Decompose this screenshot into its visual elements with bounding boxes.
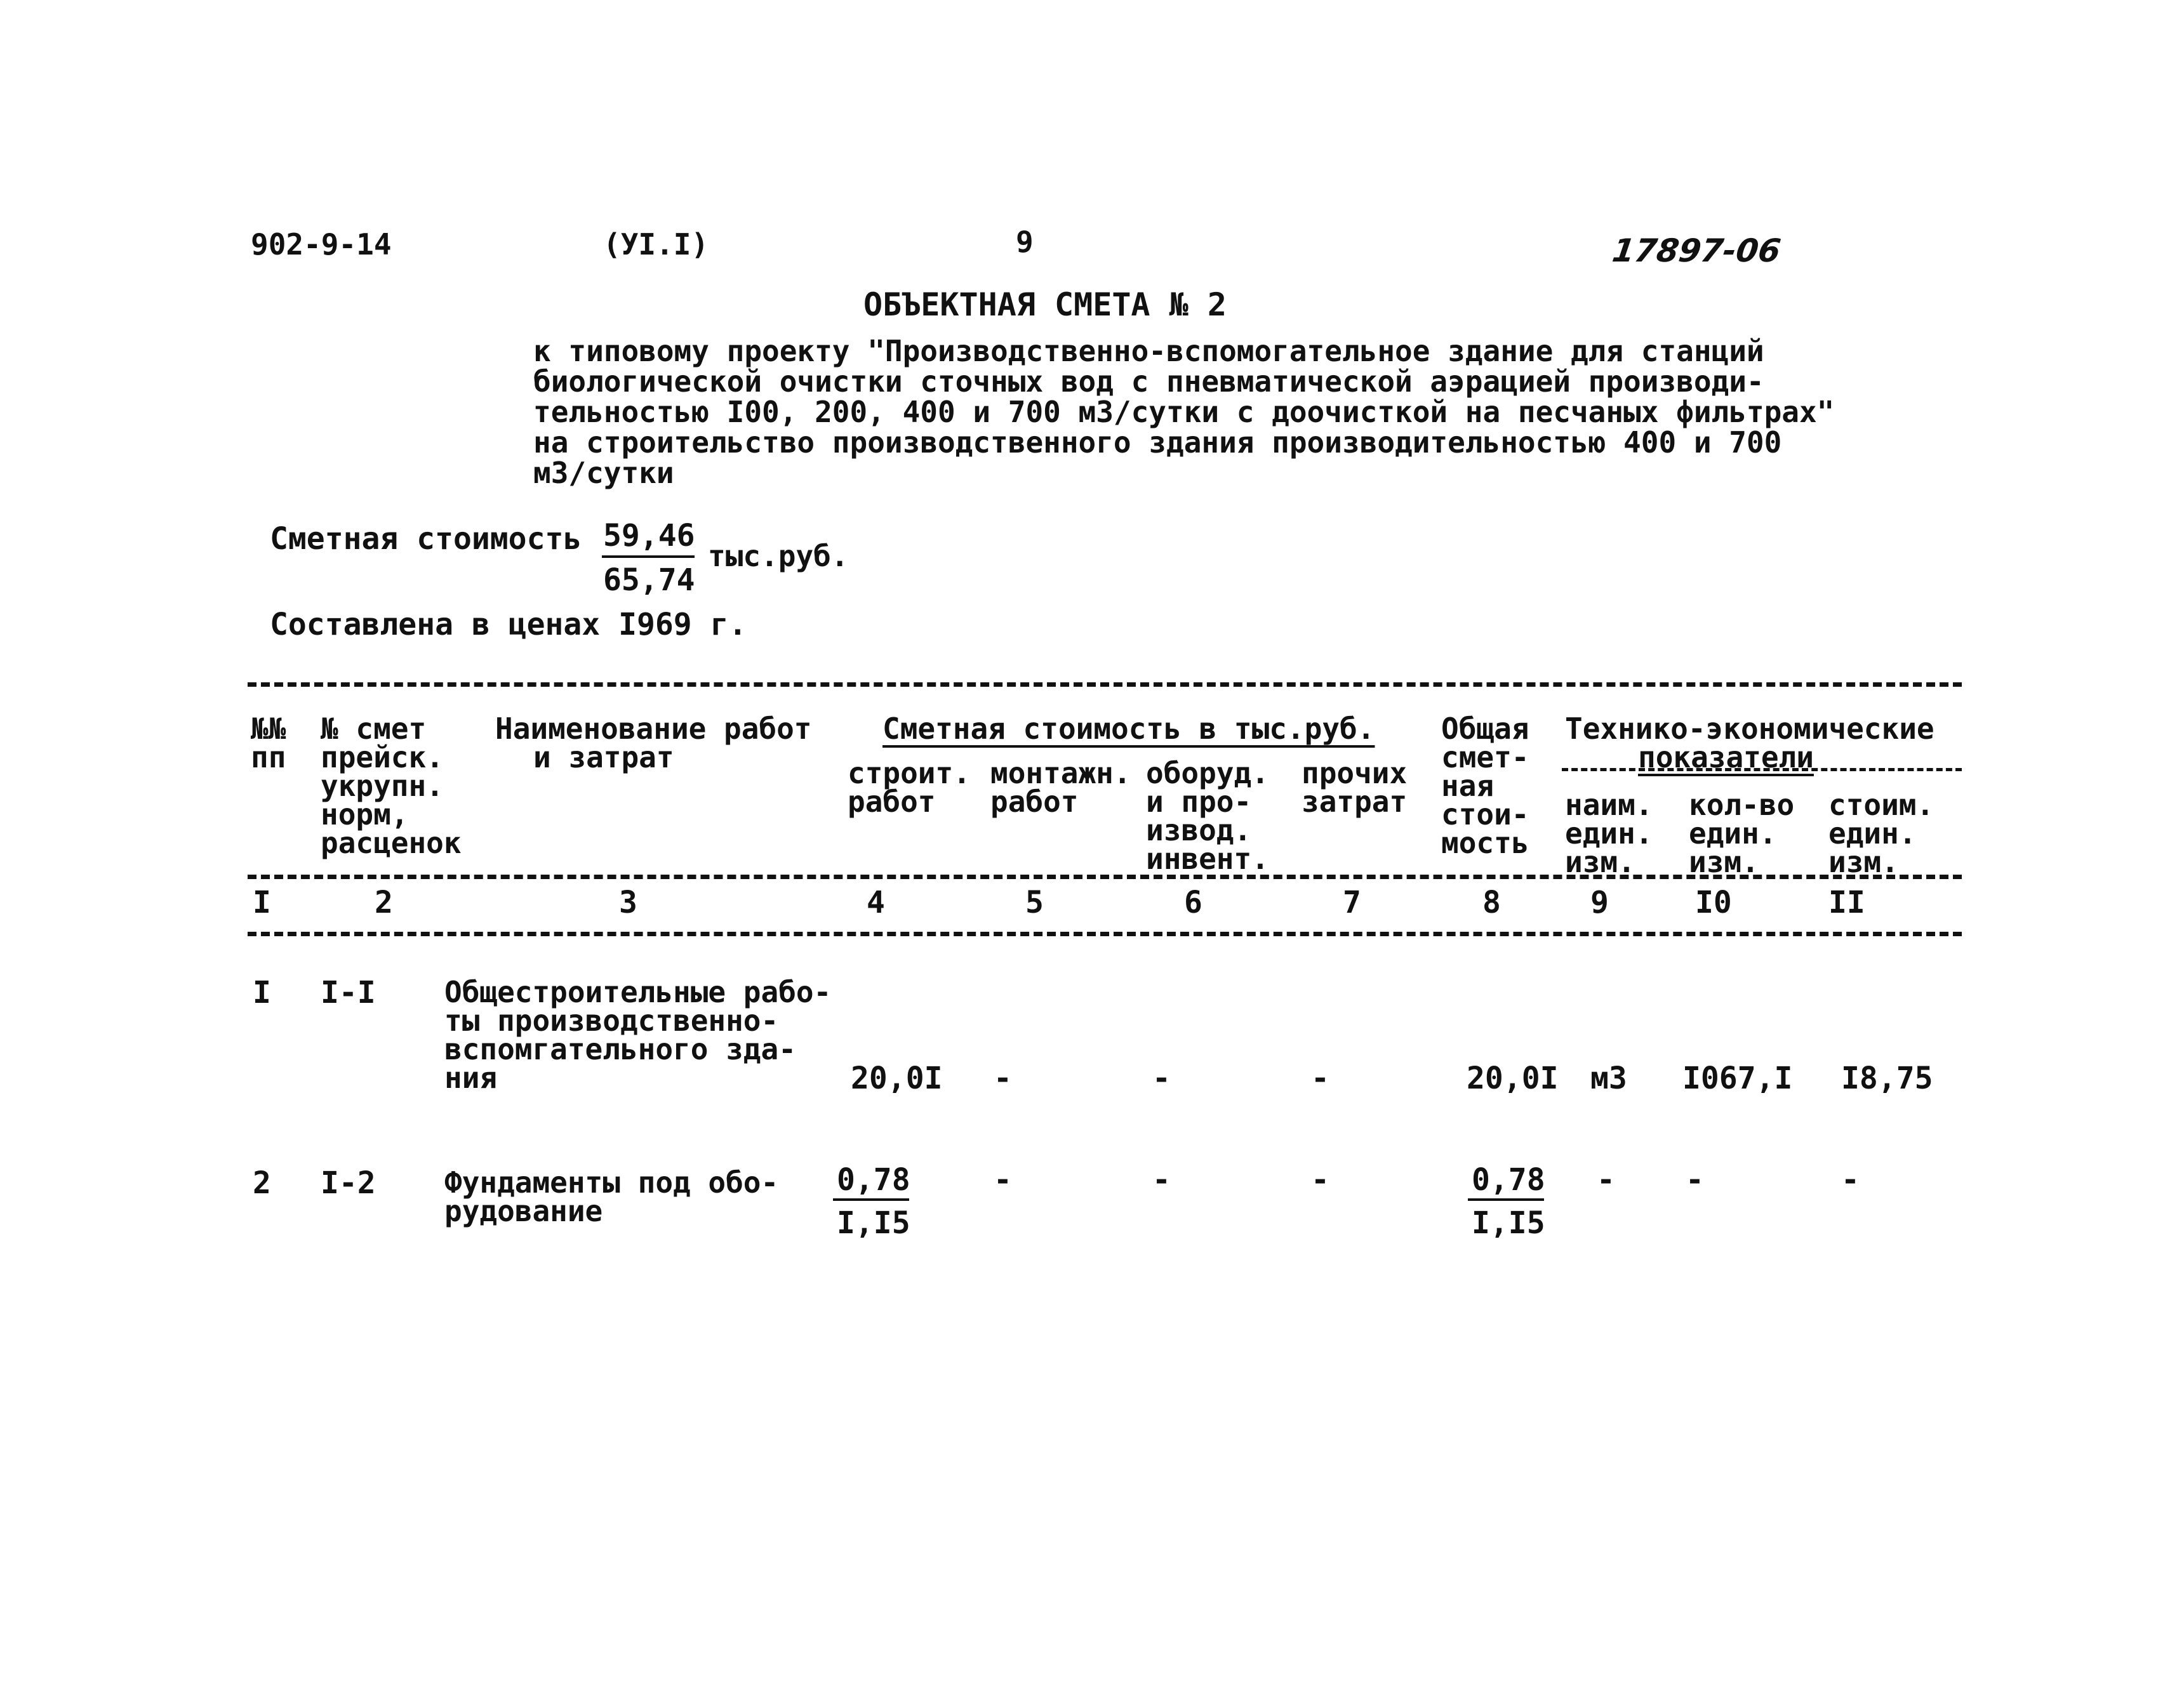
colnum-8: 8 [1482,885,1501,920]
row1-mount-cost: - [994,1061,1012,1096]
header-col9-line1: наим. [1565,788,1653,822]
header-col5-line1: монтажн. [990,756,1131,790]
subtitle-line-1: к типовому проекту "Производственно-вспомогательное здание для станций [533,334,1764,368]
colnum-10: I0 [1695,885,1732,920]
colnum-9: 9 [1590,885,1609,920]
header-col2-line4: норм, [321,797,409,831]
row1-other-cost: - [1311,1061,1329,1096]
row2-build-numerator: 0,78 [837,1162,910,1198]
table-top-rule [248,682,1962,687]
colnum-2: 2 [375,885,393,920]
page-title: ОБЪЕКТНАЯ СМЕТА № 2 [863,286,1227,323]
cost-label: Сметная стоимость [270,521,582,557]
header-col4-line1: строит. [848,756,971,790]
row1-num: I [253,975,271,1010]
header-col9-line2: един. [1565,816,1653,851]
header-col6-line4: инвент. [1146,842,1269,876]
row1-name-line3: вспомгательного зда- [444,1032,796,1066]
row1-code: I-I [321,975,376,1010]
header-col8-line2: смет- [1441,740,1529,774]
header-col2-line2: прейск. [321,740,444,774]
row2-mount-cost: - [994,1162,1012,1198]
header-col3-line1: Наименование работ [495,712,812,746]
header-tech-group-line2: показатели [1638,740,1814,774]
colnum-4: 4 [867,885,885,920]
header-col4-line2: работ [848,785,936,819]
row1-name-line4: ния [444,1061,498,1095]
header-col11-line2: един. [1828,816,1917,851]
row2-name-line1: Фундаменты под обо- [444,1165,779,1200]
row1-name-line2: ты производственно- [444,1003,779,1038]
colnum-1: I [253,885,271,920]
header-col1-line1: №№ [251,712,286,746]
row2-code: I-2 [321,1165,376,1201]
row1-name-line1: Общестроительные рабо- [444,975,832,1009]
colnum-3: 3 [619,885,637,920]
row2-total-denominator: I,I5 [1472,1205,1545,1241]
subtitle-line-2: биологической очистки сточных вод с пневматической аэрацией производи- [533,364,1764,399]
row1-unit: м3 [1590,1061,1627,1096]
header-col6-line2: и про- [1146,785,1252,819]
cost-fraction-line [602,555,695,558]
row2-build-denominator: I,I5 [837,1205,910,1241]
row2-total-numerator: 0,78 [1472,1162,1545,1198]
header-col2-line3: укрупн. [321,769,444,803]
header-col10-line1: кол-во [1689,788,1795,822]
row2-other-cost: - [1311,1162,1329,1198]
colnum-6: 6 [1184,885,1202,920]
prices-line: Составлена в ценах I969 г. [270,607,747,642]
header-col5-line2: работ [990,785,1079,819]
volume-label: (УI.I) [603,227,709,262]
row2-qty: - [1686,1162,1704,1198]
header-col11-line3: изм. [1828,845,1899,879]
colnum-7: 7 [1343,885,1361,920]
doc-code: 902-9-14 [251,227,392,262]
row2-total-fraction-line [1468,1198,1544,1201]
subtitle-line-4: на строительство производственного здания производительностью 400 и 700 [533,425,1782,460]
header-col8-line1: Общая [1441,712,1529,746]
header-col7-line1: прочих [1302,756,1408,790]
header-col6-line1: оборуд. [1146,756,1269,790]
header-col11-line1: стоим. [1828,788,1934,822]
row1-build-cost: 20,0I [851,1061,943,1096]
header-col6-line3: извод. [1146,813,1252,847]
header-col3-line2: и затрат [533,740,674,774]
header-cost-group: Сметная стоимость в тыс.руб. [882,712,1375,746]
row1-total-cost: 20,0I [1467,1061,1559,1096]
header-tech-rule [1562,768,1962,771]
row1-qty: I067,I [1682,1061,1793,1096]
header-col1-line2: пп [251,740,286,774]
row2-name-line2: рудование [444,1194,603,1228]
colnum-11: II [1828,885,1865,920]
cost-unit: тыс.руб. [708,539,849,573]
row2-unit-cost: - [1841,1162,1860,1198]
row2-build-fraction-line [833,1198,909,1201]
row1-equip-cost: - [1152,1061,1171,1096]
row2-equip-cost: - [1152,1162,1171,1198]
header-col2-line5: расценок [321,826,462,860]
header-bottom-rule [248,875,1962,879]
row2-num: 2 [253,1165,271,1201]
header-col8-line3: ная [1441,769,1495,803]
subtitle-line-3: тельностью I00, 200, 400 и 700 м3/сутки с доочисткой на песчаных фильтрах" [533,395,1835,429]
handwritten-number: 17897-06 [1609,232,1783,269]
header-col8-line4: стои- [1441,797,1529,831]
subtitle-line-5: м3/сутки [533,456,674,490]
header-col10-line2: един. [1689,816,1777,851]
cost-numerator: 59,46 [603,518,695,553]
colnum-5: 5 [1025,885,1044,920]
row2-unit: - [1597,1162,1615,1198]
page-number: 9 [1016,225,1034,259]
header-col7-line2: затрат [1302,785,1408,819]
header-tech-group-line1: Технико-экономические [1565,712,1934,746]
row1-unit-cost: I8,75 [1841,1061,1933,1096]
header-col8-line5: мость [1441,826,1529,860]
header-col10-line3: изм. [1689,845,1759,879]
cost-denominator: 65,74 [603,562,695,598]
header-col9-line3: изм. [1565,845,1635,879]
header-col2-line1: № смет [321,712,427,746]
colnum-bottom-rule [248,932,1962,936]
